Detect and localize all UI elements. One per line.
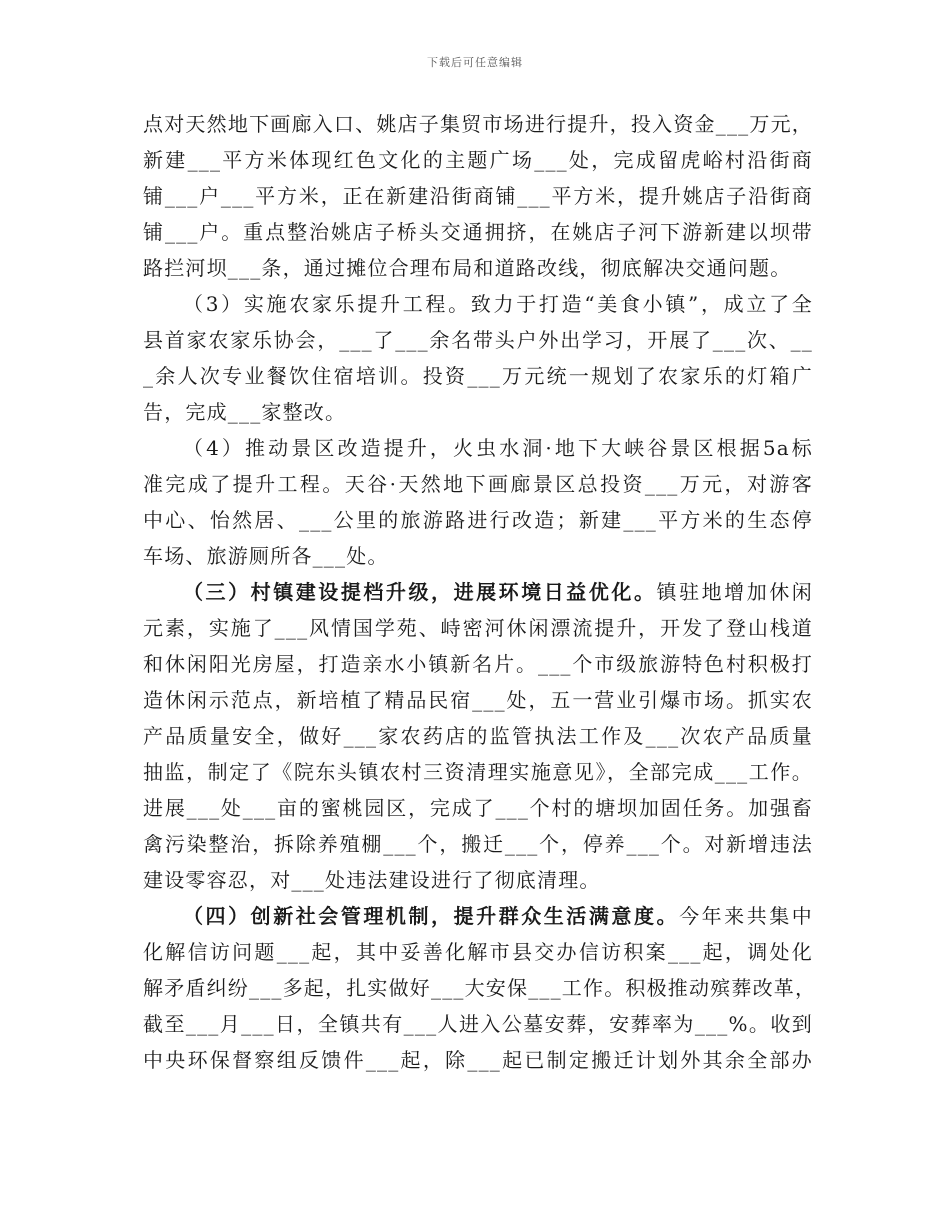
text-line: 路拦河坝___条，通过摊位合理布局和道路改线，彻底解决交通问题。 <box>143 256 792 280</box>
text-line: 准完成了提升工程。天谷·天然地下画廊景区总投资___万元，对游客 <box>143 472 813 496</box>
text-run: 镇驻地增加休闲 <box>656 580 814 604</box>
text-line: 铺___户___平方米，正在新建沿街商铺___平方米，提升姚店子沿街商 <box>143 184 813 208</box>
page-header: 下载后可任意编辑 <box>427 56 523 69</box>
text-line: （3）实施农家乐提升工程。致力于打造“美食小镇”，成立了全 <box>183 292 813 316</box>
text-line: 和休闲阳光房屋，打造亲水小镇新名片。___个市级旅游特色村积极打 <box>143 652 813 676</box>
text-line: 禽污染整治，拆除养殖棚___个，搬迁___个，停养___个。对新增违法 <box>143 832 813 856</box>
text-line: 抽监，制定了《院东头镇农村三资清理实施意见》，全部完成___工作。 <box>143 760 813 784</box>
text-line: 县首家农家乐协会，___了___余名带头户外出学习，开展了___次、__ <box>143 328 813 352</box>
document-body <box>143 106 817 1078</box>
text-line: _余人次专业餐饮住宿培训。投资___万元统一规划了农家乐的灯箱广 <box>143 364 813 388</box>
text-line: 中央环保督察组反馈件___起，除___起已制定搬迁计划外其余全部办 <box>143 1048 813 1072</box>
text-line: 截至___月___日，全镇共有___人进入公墓安葬，安葬率为___%。收到 <box>143 1012 813 1036</box>
text-line <box>143 574 813 610</box>
text-line: 告，完成___家整改。 <box>143 400 347 424</box>
text-line: 中心、怡然居、___公里的旅游路进行改造；新建___平方米的生态停 <box>143 508 813 532</box>
text-line <box>143 898 813 934</box>
text-line: 车场、旅游厕所各___处。 <box>143 544 389 568</box>
section-heading: （四）创新社会管理机制，提升群众生活满意度。 <box>183 904 680 928</box>
text-line: 元素，实施了___风情国学苑、峙密河休闲漂流提升，开发了登山栈道 <box>143 616 813 640</box>
text-line: 点对天然地下画廊入口、姚店子集贸市场进行提升，投入资金___万元， <box>143 112 813 136</box>
text-line: 解矛盾纠纷___多起，扎实做好___大安保___工作。积极推动殡葬改革， <box>143 976 817 1000</box>
text-line: 造休闲示范点，新培植了精品民宿___处，五一营业引爆市场。抓实农 <box>143 688 813 712</box>
text-run: 今年来共集中 <box>679 904 814 928</box>
text-line: 化解信访问题___起，其中妥善化解市县交办信访积案___起，调处化 <box>143 940 813 964</box>
text-line: （4）推动景区改造提升，火虫水洞·地下大峡谷景区根据5a标 <box>183 436 813 460</box>
text-line: 建设零容忍，对___处违法建设进行了彻底清理。 <box>143 868 601 892</box>
text-line: 产品质量安全，做好___家农药店的监管执法工作及___次农产品质量 <box>143 724 813 748</box>
text-line: 进展___处___亩的蜜桃园区，完成了___个村的塘坝加固任务。加强畜 <box>143 796 813 820</box>
text-line: 新建___平方米体现红色文化的主题广场___处，完成留虎峪村沿街商 <box>143 148 813 172</box>
text-line: 铺___户。重点整治姚店子桥头交通拥挤，在姚店子河下游新建以坝带 <box>143 220 813 244</box>
section-heading: （三）村镇建设提档升级，进展环境日益优化。 <box>183 580 657 604</box>
